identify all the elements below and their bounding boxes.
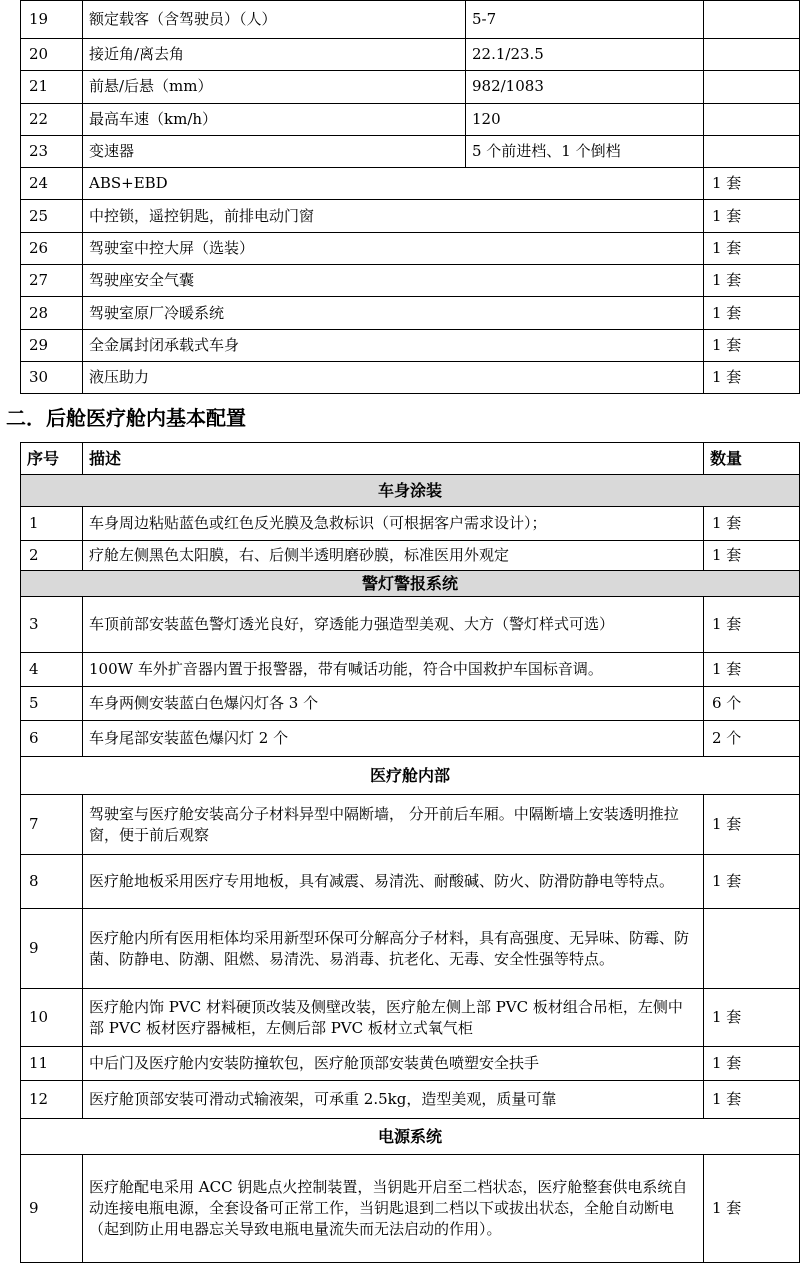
row-description: 车身两侧安装蓝白色爆闪灯各 3 个 [83, 687, 704, 721]
row-number: 22 [21, 103, 83, 135]
row-number: 24 [21, 168, 83, 200]
row-quantity: 1 套 [704, 597, 800, 653]
row-quantity: 1 套 [704, 541, 800, 571]
row-quantity: 1 套 [704, 855, 800, 909]
spec-item: 接近角/离去角 [83, 39, 466, 71]
row-number: 21 [21, 71, 83, 103]
row-quantity: 1 套 [704, 795, 800, 855]
section-row [21, 757, 800, 795]
row-number: 12 [21, 1081, 83, 1119]
table-row [21, 1047, 800, 1081]
section-title-power-system: 电源系统 [21, 1119, 800, 1155]
spec-qty [704, 71, 800, 103]
equip-item: 驾驶室中控大屏（选装） [83, 232, 704, 264]
row-description: 疗舱左侧黑色太阳膜，右、后侧半透明磨砂膜，标准医用外观定 [83, 541, 704, 571]
table-row [21, 507, 800, 541]
row-quantity: 6 个 [704, 687, 800, 721]
row-quantity [704, 909, 800, 989]
equip-qty: 1 套 [704, 361, 800, 393]
row-number: 9 [21, 1155, 83, 1263]
equip-qty: 1 套 [704, 232, 800, 264]
row-number: 19 [21, 1, 83, 39]
column-header-quantity: 数量 [704, 443, 800, 475]
table-row [21, 103, 800, 135]
medical-cabin-config-table [20, 442, 800, 1263]
equip-qty: 1 套 [704, 297, 800, 329]
section-row [21, 1119, 800, 1155]
equip-item: ABS+EBD [83, 168, 704, 200]
equip-qty: 1 套 [704, 265, 800, 297]
row-number: 25 [21, 200, 83, 232]
row-description: 车身周边粘贴蓝色或红色反光膜及急救标识（可根据客户需求设计）； [83, 507, 704, 541]
row-description: 医疗舱地板采用医疗专用地板，具有减震、易清洗、耐酸碱、防火、防滑防静电等特点。 [83, 855, 704, 909]
equip-item: 驾驶座安全气囊 [83, 265, 704, 297]
equip-qty: 1 套 [704, 329, 800, 361]
table-row [21, 135, 800, 167]
row-number: 27 [21, 265, 83, 297]
row-number: 2 [21, 541, 83, 571]
row-quantity: 1 套 [704, 653, 800, 687]
spec-value: 982/1083 [466, 71, 704, 103]
row-number: 5 [21, 687, 83, 721]
row-description: 医疗舱内饰 PVC 材料硬顶改装及侧壁改装，医疗舱左侧上部 PVC 板材组合吊柜，左侧中部 PVC 板材医疗器械柜，左侧后部 PVC 板材立式氧气柜 [83, 989, 704, 1047]
row-description: 驾驶室与医疗舱安装高分子材料异型中隔断墙， 分开前后车厢。中隔断墙上安装透明推拉窗，便于前后观察 [83, 795, 704, 855]
column-header-number: 序号 [21, 443, 83, 475]
row-description: 医疗舱配电采用 ACC 钥匙点火控制装置，当钥匙开启至二档状态，医疗舱整套供电系统自动连接电瓶电源，全套设备可正常工作，当钥匙退到二档以下或拔出状态，全舱自动断电（起到防止用电器忘关导致电瓶电量流失而无法启动的作用）。 [83, 1155, 704, 1263]
row-description: 医疗舱顶部安装可滑动式输液架，可承重 2.5kg，造型美观，质量可靠 [83, 1081, 704, 1119]
section-title-body-paint: 车身涂装 [21, 475, 800, 507]
row-quantity: 1 套 [704, 507, 800, 541]
table-row [21, 297, 800, 329]
table-row [21, 265, 800, 297]
row-number: 26 [21, 232, 83, 264]
table-row [21, 1081, 800, 1119]
row-quantity: 1 套 [704, 1155, 800, 1263]
table-row [21, 200, 800, 232]
equip-qty: 1 套 [704, 168, 800, 200]
table-row [21, 1, 800, 39]
spec-item: 最高车速（km/h） [83, 103, 466, 135]
row-number: 11 [21, 1047, 83, 1081]
table-row [21, 1155, 800, 1263]
equip-item: 中控锁，遥控钥匙，前排电动门窗 [83, 200, 704, 232]
table-row [21, 541, 800, 571]
table-row [21, 361, 800, 393]
row-number: 29 [21, 329, 83, 361]
row-number: 3 [21, 597, 83, 653]
spec-value: 5-7 [466, 1, 704, 39]
table-row [21, 909, 800, 989]
table-row [21, 168, 800, 200]
column-header-description: 描述 [83, 443, 704, 475]
section-title-medical-cabin: 医疗舱内部 [21, 757, 800, 795]
table-row [21, 795, 800, 855]
section-row [21, 475, 800, 507]
row-number: 9 [21, 909, 83, 989]
table-row [21, 232, 800, 264]
spec-item: 前悬/后悬（mm） [83, 71, 466, 103]
spec-value: 22.1/23.5 [466, 39, 704, 71]
row-number: 20 [21, 39, 83, 71]
row-description: 医疗舱内所有医用柜体均采用新型环保可分解高分子材料，具有高强度、无异味、防霉、防菌、防静电、防潮、阻燃、易清洗、易消毒、抗老化、无毒、安全性强等特点。 [83, 909, 704, 989]
section-heading: 二．后舱医疗舱内基本配置 [6, 406, 246, 430]
table-row [21, 687, 800, 721]
equip-item: 液压助力 [83, 361, 704, 393]
table-row [21, 39, 800, 71]
row-number: 10 [21, 989, 83, 1047]
table-row [21, 989, 800, 1047]
spec-item: 额定载客（含驾驶员）（人） [83, 1, 466, 39]
table-row [21, 855, 800, 909]
row-quantity: 1 套 [704, 1081, 800, 1119]
row-number: 4 [21, 653, 83, 687]
row-number: 30 [21, 361, 83, 393]
spec-qty [704, 39, 800, 71]
row-description: 车顶前部安装蓝色警灯透光良好，穿透能力强造型美观、大方（警灯样式可选） [83, 597, 704, 653]
row-number: 6 [21, 721, 83, 757]
table-header-row [21, 443, 800, 475]
table-row [21, 653, 800, 687]
table-row [21, 597, 800, 653]
section-row [21, 571, 800, 597]
table-row [21, 721, 800, 757]
spec-qty [704, 103, 800, 135]
row-number: 28 [21, 297, 83, 329]
table-row [21, 329, 800, 361]
row-number: 1 [21, 507, 83, 541]
spec-value: 5 个前进档、1 个倒档 [466, 135, 704, 167]
vehicle-spec-table [20, 0, 800, 394]
row-description: 100W 车外扩音器内置于报警器，带有喊话功能，符合中国救护车国标音调。 [83, 653, 704, 687]
row-number: 23 [21, 135, 83, 167]
equip-qty: 1 套 [704, 200, 800, 232]
spec-qty [704, 135, 800, 167]
spec-item: 变速器 [83, 135, 466, 167]
row-quantity: 1 套 [704, 989, 800, 1047]
row-quantity: 2 个 [704, 721, 800, 757]
equip-item: 驾驶室原厂冷暖系统 [83, 297, 704, 329]
row-description: 车身尾部安装蓝色爆闪灯 2 个 [83, 721, 704, 757]
equip-item: 全金属封闭承载式车身 [83, 329, 704, 361]
spec-qty [704, 1, 800, 39]
row-number: 7 [21, 795, 83, 855]
table-row [21, 71, 800, 103]
row-quantity: 1 套 [704, 1047, 800, 1081]
row-number: 8 [21, 855, 83, 909]
section-title-warning-lights: 警灯警报系统 [21, 571, 800, 597]
row-description: 中后门及医疗舱内安装防撞软包，医疗舱顶部安装黄色喷塑安全扶手 [83, 1047, 704, 1081]
spec-value: 120 [466, 103, 704, 135]
